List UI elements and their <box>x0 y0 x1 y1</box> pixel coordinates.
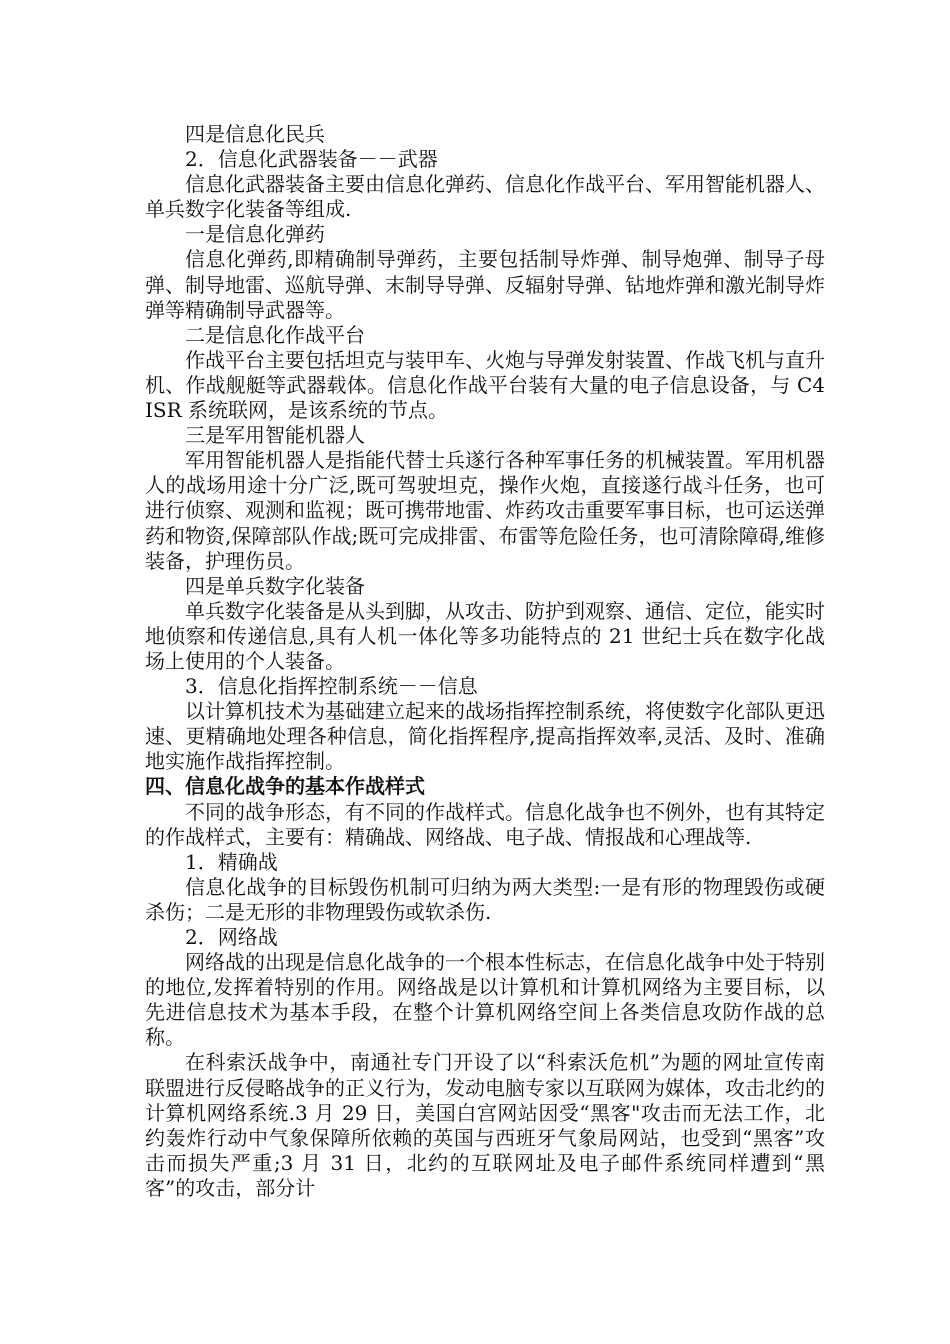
paragraph: 信息化武器装备主要由信息化弹药、信息化作战平台、军用智能机器人、单兵数字化装备等组成. <box>145 172 825 222</box>
paragraph: 信息化战争的目标毁伤机制可归纳为两大类型:一是有形的物理毁伤或硬杀伤；二是无形的非物理毁伤或软杀伤. <box>145 874 825 924</box>
paragraph: 3．信息化指挥控制系统－－信息 <box>185 674 478 699</box>
paragraph: 不同的战争形态，有不同的作战样式。信息化战争也不例外，也有其特定的作战样式，主要有：精确战、网络战、电子战、情报战和心理战等. <box>145 799 825 849</box>
paragraph: 网络战的出现是信息化战争的一个根本性标志，在信息化战争中处于特别的地位,发挥着特别的作用。网络战是以计算机和计算机网络为主要目标，以先进信息技术为基本手段，在整个计算机网络空间上各类信息攻防作战的总称。 <box>145 950 825 1050</box>
paragraph: 信息化弹药,即精确制导弹药，主要包括制导炸弹、制导炮弹、制导子母弹、制导地雷、巡航导弹、末制导导弹、反辐射导弹、钻地炸弹和激光制导炸弹等精确制导武器等。 <box>145 247 825 322</box>
paragraph: 一是信息化弹药 <box>185 222 325 247</box>
paragraph: 单兵数字化装备是从头到脚，从攻击、防护到观察、通信、定位，能实时地侦察和传递信息,具有人机一体化等多功能特点的 21 世纪士兵在数字化战场上使用的个人装备。 <box>145 598 825 673</box>
paragraph: 作战平台主要包括坦克与装甲车、火炮与导弹发射装置、作战飞机与直升机、作战舰艇等武器载体。信息化作战平台装有大量的电子信息设备，与 C4ISR 系统联网，是该系统的节点。 <box>145 347 825 423</box>
paragraph: 1．精确战 <box>185 849 278 874</box>
paragraph: 军用智能机器人是指能代替士兵遂行各种军事任务的机械装置。军用机器人的战场用途十分广泛,既可驾驶坦克，操作火炮，直接遂行战斗任务，也可进行侦察、观测和监视；既可携带地雷、炸药攻击重要军事目标，也可运送弹药和物资,保障部队作战;既可完成排雷、布雷等危险任务，也可清除障碍,维修装备，护理伤员。 <box>145 448 825 573</box>
section-heading: 四、信息化战争的基本作战样式 <box>145 774 425 799</box>
paragraph: 2．信息化武器装备－－武器 <box>185 147 438 172</box>
paragraph: 在科索沃战争中，南通社专门开设了以“科索沃危机”为题的网址宣传南联盟进行反侵略战争的正义行为，发动电脑专家以互联网为媒体，攻击北约的计算机网络系统.3 月 29 日，美国白宫网站因受“黑客"攻击而无法工作，北约轰炸行动中气象保障所依赖的英国与西班牙气象局网站，也受到“黑客”攻击而损失严重;3 月 31 日，北约的互联网址及电子邮件系统同样遭到“黑客”的攻击，部分计 <box>145 1050 825 1200</box>
paragraph: 四是单兵数字化装备 <box>185 573 365 598</box>
paragraph: 二是信息化作战平台 <box>185 322 365 347</box>
document-body <box>145 122 825 1201</box>
paragraph: 四是信息化民兵 <box>185 122 325 146</box>
paragraph: 三是军用智能机器人 <box>185 423 365 448</box>
paragraph: 以计算机技术为基础建立起来的战场指挥控制系统，将使数字化部队更迅速、更精确地处理各种信息，简化指挥程序,提高指挥效率,灵活、及时、准确地实施作战指挥控制。 <box>145 699 825 774</box>
paragraph: 2．网络战 <box>185 925 278 949</box>
